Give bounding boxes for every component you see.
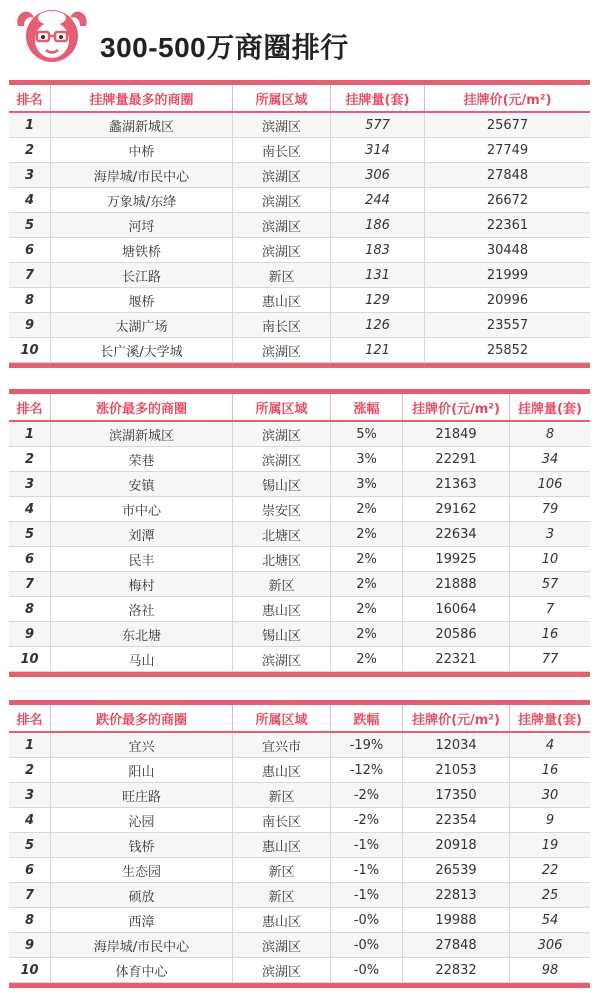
district-cell: 长广溪/大学城 <box>51 338 233 362</box>
table-row <box>9 758 590 783</box>
table-row <box>9 733 590 758</box>
district-cell: 长江路 <box>51 263 233 287</box>
header-area: 所属区域 <box>233 85 331 111</box>
price-cell: 22354 <box>403 808 510 832</box>
price-cell: 21849 <box>403 422 510 446</box>
header-price: 挂牌价(元/m²) <box>403 705 510 731</box>
listings-cell: 244 <box>331 188 425 212</box>
header-listings: 挂牌量(套) <box>518 712 582 728</box>
area-cell: 滨湖区 <box>233 447 331 471</box>
area-cell: 滨湖区 <box>233 113 331 137</box>
rank-cell: 8 <box>9 908 51 932</box>
rank-cell: 8 <box>9 597 51 621</box>
table-row <box>9 647 590 672</box>
table-row <box>9 808 590 833</box>
table-row <box>9 188 590 213</box>
listings-cell: 30 <box>541 787 559 803</box>
change-cell: -19% <box>331 733 403 757</box>
price-drop-table <box>9 700 590 988</box>
area-cell: 南长区 <box>233 138 331 162</box>
area-cell: 滨湖区 <box>233 213 331 237</box>
listings-cell: 183 <box>331 238 425 262</box>
price-cell: 21363 <box>403 472 510 496</box>
change-cell: -1% <box>331 883 403 907</box>
district-cell: 海岸城/市民中心 <box>51 933 233 957</box>
rank-cell: 4 <box>9 497 51 521</box>
district-cell: 洛社 <box>51 597 233 621</box>
sheep-mascot-icon <box>12 4 92 66</box>
header-district: 跌价最多的商圈 <box>51 705 233 731</box>
area-cell: 新区 <box>233 572 331 596</box>
price-cell: 23557 <box>486 317 529 333</box>
table-row <box>9 522 590 547</box>
rank-cell: 6 <box>9 238 51 262</box>
district-cell: 安镇 <box>51 472 233 496</box>
listings-cell: 126 <box>331 313 425 337</box>
listings-cell: 577 <box>331 113 425 137</box>
listings-cell: 16 <box>541 626 559 642</box>
area-cell: 滨湖区 <box>233 238 331 262</box>
table-body <box>9 422 590 672</box>
change-cell: 2% <box>331 522 403 546</box>
area-cell: 滨湖区 <box>233 338 331 362</box>
table-row <box>9 497 590 522</box>
table-row <box>9 883 590 908</box>
price-cell: 19988 <box>403 908 510 932</box>
table-row <box>9 313 590 338</box>
listings-cell: 54 <box>541 912 559 928</box>
table-row <box>9 572 590 597</box>
area-cell: 惠山区 <box>233 597 331 621</box>
table-row <box>9 288 590 313</box>
change-cell: -0% <box>331 933 403 957</box>
district-cell: 荣巷 <box>51 447 233 471</box>
rank-cell: 8 <box>9 288 51 312</box>
price-cell: 19925 <box>403 547 510 571</box>
table-bottom-bar <box>9 672 590 677</box>
listings-cell: 9 <box>545 812 555 828</box>
header-change: 跌幅 <box>331 705 403 731</box>
price-cell: 20586 <box>403 622 510 646</box>
district-cell: 民丰 <box>51 547 233 571</box>
district-cell: 梅村 <box>51 572 233 596</box>
table-row <box>9 113 590 138</box>
listings-cell: 314 <box>331 138 425 162</box>
district-cell: 宜兴 <box>51 733 233 757</box>
change-cell: 3% <box>331 447 403 471</box>
rank-cell: 9 <box>9 933 51 957</box>
table-row <box>9 263 590 288</box>
rank-cell: 6 <box>9 858 51 882</box>
rank-cell: 2 <box>9 758 51 782</box>
rank-cell: 10 <box>9 338 51 362</box>
change-cell: -2% <box>331 808 403 832</box>
price-cell: 12034 <box>403 733 510 757</box>
table-row <box>9 908 590 933</box>
district-cell: 生态园 <box>51 858 233 882</box>
price-cell: 21053 <box>403 758 510 782</box>
listings-cell: 129 <box>331 288 425 312</box>
header-rank: 排名 <box>9 85 51 111</box>
area-cell: 北塘区 <box>233 547 331 571</box>
change-cell: 2% <box>331 622 403 646</box>
header-listings: 挂牌量(套) <box>331 85 425 111</box>
area-cell: 滨湖区 <box>233 933 331 957</box>
listing-volume-table <box>9 80 590 368</box>
price-cell: 22321 <box>403 647 510 671</box>
price-cell: 27749 <box>486 142 529 158</box>
table-header-row <box>9 85 590 113</box>
table-row <box>9 422 590 447</box>
area-cell: 南长区 <box>233 808 331 832</box>
area-cell: 惠山区 <box>233 833 331 857</box>
area-cell: 滨湖区 <box>233 188 331 212</box>
change-cell: 2% <box>331 572 403 596</box>
page-title: 300-500万商圈排行 <box>100 32 349 63</box>
district-cell: 东北塘 <box>51 622 233 646</box>
area-cell: 新区 <box>233 263 331 287</box>
change-cell: -1% <box>331 833 403 857</box>
price-cell: 20996 <box>486 292 529 308</box>
district-cell: 阳山 <box>51 758 233 782</box>
change-cell: 5% <box>331 422 403 446</box>
change-cell: 2% <box>331 597 403 621</box>
area-cell: 滨湖区 <box>233 647 331 671</box>
district-cell: 中桥 <box>51 138 233 162</box>
price-cell: 26539 <box>403 858 510 882</box>
table-row <box>9 622 590 647</box>
listings-cell: 25 <box>541 887 559 903</box>
area-cell: 新区 <box>233 883 331 907</box>
district-cell: 海岸城/市民中心 <box>51 163 233 187</box>
header-change: 涨幅 <box>331 394 403 420</box>
listings-cell: 16 <box>541 762 559 778</box>
table-row <box>9 338 590 363</box>
table-row <box>9 933 590 958</box>
listings-cell: 4 <box>545 737 555 753</box>
rank-cell: 3 <box>9 163 51 187</box>
header-price: 挂牌价(元/m²) <box>403 394 510 420</box>
rank-cell: 5 <box>9 213 51 237</box>
header-district: 挂牌量最多的商圈 <box>51 85 233 111</box>
price-cell: 21888 <box>403 572 510 596</box>
rank-cell: 1 <box>9 422 51 446</box>
header-area: 所属区域 <box>233 394 331 420</box>
area-cell: 崇安区 <box>233 497 331 521</box>
price-cell: 22291 <box>403 447 510 471</box>
rank-cell: 3 <box>9 783 51 807</box>
price-cell: 25852 <box>486 342 529 358</box>
district-cell: 滨湖新城区 <box>51 422 233 446</box>
table-body <box>9 733 590 983</box>
rank-cell: 5 <box>9 833 51 857</box>
listings-cell: 7 <box>545 601 555 617</box>
header <box>0 0 600 70</box>
listings-cell: 34 <box>541 451 559 467</box>
header-district: 涨价最多的商圈 <box>51 394 233 420</box>
price-cell: 26672 <box>486 192 529 208</box>
district-cell: 马山 <box>51 647 233 671</box>
price-cell: 22813 <box>403 883 510 907</box>
table-row <box>9 138 590 163</box>
listings-cell: 10 <box>541 551 559 567</box>
rank-cell: 1 <box>9 733 51 757</box>
area-cell: 惠山区 <box>233 758 331 782</box>
rank-cell: 7 <box>9 883 51 907</box>
rank-cell: 6 <box>9 547 51 571</box>
area-cell: 滨湖区 <box>233 163 331 187</box>
area-cell: 滨湖区 <box>233 422 331 446</box>
price-cell: 27848 <box>486 167 529 183</box>
change-cell: -0% <box>331 908 403 932</box>
district-cell: 西漳 <box>51 908 233 932</box>
area-cell: 南长区 <box>233 313 331 337</box>
change-cell: 2% <box>331 497 403 521</box>
rank-cell: 7 <box>9 263 51 287</box>
price-cell: 20918 <box>403 833 510 857</box>
table-row <box>9 597 590 622</box>
price-cell: 21999 <box>486 267 529 283</box>
rank-cell: 4 <box>9 188 51 212</box>
table-row <box>9 238 590 263</box>
area-cell: 滨湖区 <box>233 958 331 982</box>
table-row <box>9 447 590 472</box>
change-cell: -1% <box>331 858 403 882</box>
header-rank: 排名 <box>9 394 51 420</box>
listings-cell: 98 <box>541 962 559 978</box>
table-row <box>9 472 590 497</box>
district-cell: 体育中心 <box>51 958 233 982</box>
district-cell: 河埒 <box>51 213 233 237</box>
area-cell: 锡山区 <box>233 622 331 646</box>
table-bottom-bar <box>9 983 590 988</box>
change-cell: -2% <box>331 783 403 807</box>
listings-cell: 186 <box>331 213 425 237</box>
listings-cell: 121 <box>331 338 425 362</box>
price-cell: 27848 <box>403 933 510 957</box>
change-cell: -0% <box>331 958 403 982</box>
rank-cell: 10 <box>9 958 51 982</box>
district-cell: 蠡湖新城区 <box>51 113 233 137</box>
area-cell: 北塘区 <box>233 522 331 546</box>
rank-cell: 5 <box>9 522 51 546</box>
rank-cell: 9 <box>9 313 51 337</box>
listings-cell: 131 <box>331 263 425 287</box>
change-cell: 2% <box>331 647 403 671</box>
district-cell: 钱桥 <box>51 833 233 857</box>
price-rise-table <box>9 389 590 677</box>
table-body <box>9 113 590 363</box>
table-bottom-bar <box>9 363 590 368</box>
district-cell: 市中心 <box>51 497 233 521</box>
area-cell: 宜兴市 <box>233 733 331 757</box>
area-cell: 惠山区 <box>233 908 331 932</box>
change-cell: 2% <box>331 547 403 571</box>
listings-cell: 306 <box>537 937 563 953</box>
rank-cell: 10 <box>9 647 51 671</box>
header-price: 挂牌价(元/m²) <box>463 92 552 108</box>
price-cell: 17350 <box>403 783 510 807</box>
area-cell: 新区 <box>233 858 331 882</box>
table-row <box>9 783 590 808</box>
district-cell: 刘潭 <box>51 522 233 546</box>
change-cell: 3% <box>331 472 403 496</box>
price-cell: 29162 <box>403 497 510 521</box>
district-cell: 塘铁桥 <box>51 238 233 262</box>
header-rank: 排名 <box>9 705 51 731</box>
header-listings: 挂牌量(套) <box>518 401 582 417</box>
listings-cell: 3 <box>545 526 555 542</box>
district-cell: 旺庄路 <box>51 783 233 807</box>
table-row <box>9 163 590 188</box>
table-header-row <box>9 394 590 422</box>
rank-cell: 2 <box>9 447 51 471</box>
price-cell: 30448 <box>486 242 529 258</box>
listings-cell: 22 <box>541 862 559 878</box>
listings-cell: 79 <box>541 501 559 517</box>
rank-cell: 9 <box>9 622 51 646</box>
header-area: 所属区域 <box>233 705 331 731</box>
rank-cell: 3 <box>9 472 51 496</box>
district-cell: 堰桥 <box>51 288 233 312</box>
listings-cell: 19 <box>541 837 559 853</box>
table-row <box>9 213 590 238</box>
listings-cell: 77 <box>541 651 559 667</box>
price-cell: 22832 <box>403 958 510 982</box>
listings-cell: 8 <box>545 426 555 442</box>
area-cell: 新区 <box>233 783 331 807</box>
rank-cell: 4 <box>9 808 51 832</box>
district-cell: 沁园 <box>51 808 233 832</box>
table-row <box>9 833 590 858</box>
price-cell: 22634 <box>403 522 510 546</box>
table-row <box>9 858 590 883</box>
price-cell: 16064 <box>403 597 510 621</box>
rank-cell: 7 <box>9 572 51 596</box>
price-cell: 25677 <box>486 117 529 133</box>
area-cell: 锡山区 <box>233 472 331 496</box>
district-cell: 万象城/东绛 <box>51 188 233 212</box>
rank-cell: 2 <box>9 138 51 162</box>
price-cell: 22361 <box>486 217 529 233</box>
table-row <box>9 958 590 983</box>
listings-cell: 106 <box>537 476 563 492</box>
listings-cell: 57 <box>541 576 559 592</box>
district-cell: 太湖广场 <box>51 313 233 337</box>
table-row <box>9 547 590 572</box>
table-header-row <box>9 705 590 733</box>
area-cell: 惠山区 <box>233 288 331 312</box>
change-cell: -12% <box>331 758 403 782</box>
district-cell: 硕放 <box>51 883 233 907</box>
listings-cell: 306 <box>331 163 425 187</box>
rank-cell: 1 <box>9 113 51 137</box>
